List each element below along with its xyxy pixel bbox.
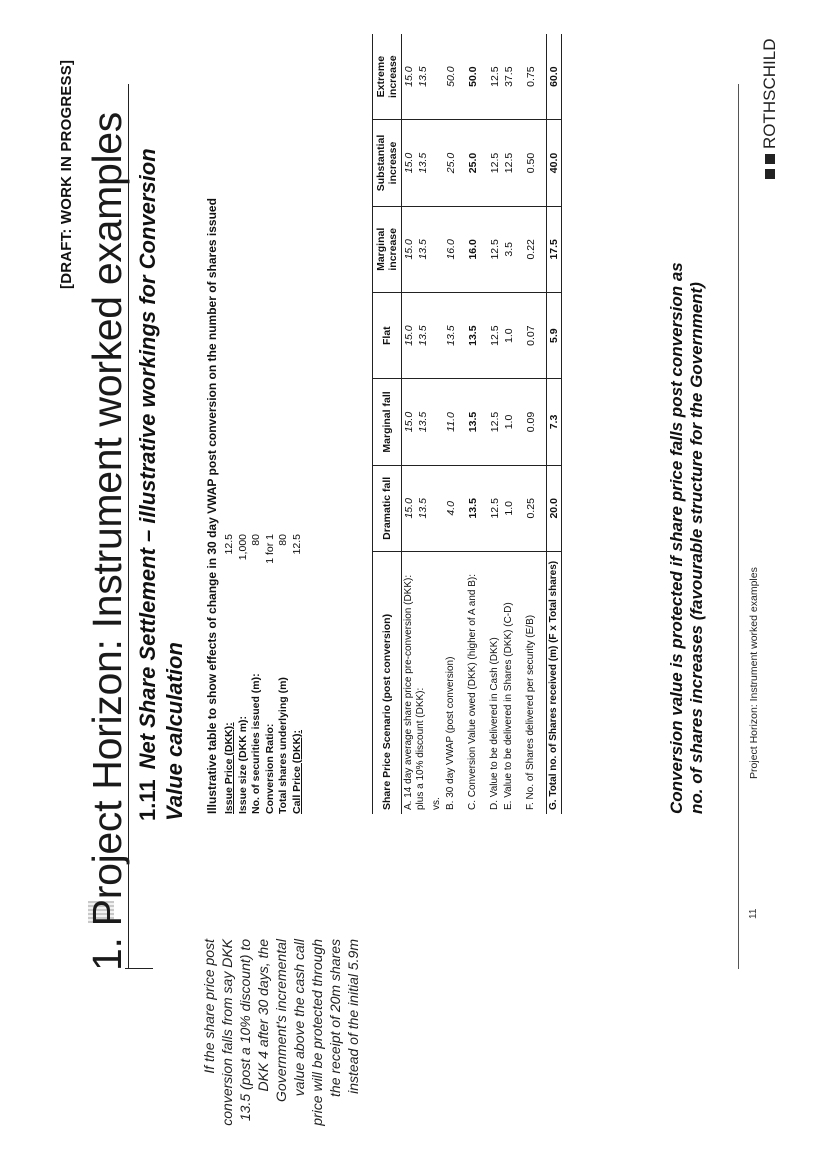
table-header-row — [373, 34, 402, 814]
column-header: Marginal fall — [373, 379, 402, 465]
table-cell: 0.50 — [524, 120, 538, 206]
table-cell: 50.0 — [466, 34, 480, 120]
param-label: Conversion Ratio: — [263, 723, 276, 814]
table-header-label: Share Price Scenario (post conversion) — [373, 551, 402, 814]
table-cell: 13.5 — [466, 379, 480, 465]
param-value: 1 for 1 — [263, 534, 276, 564]
param-value: 80 — [250, 534, 262, 546]
section-rule — [125, 968, 153, 969]
brand-mark-icon — [765, 154, 775, 164]
table-cell: 37.5 — [502, 34, 516, 120]
row-label: B. 30 day VWAP (post conversion) — [445, 656, 456, 810]
table-cell: 13.5 — [466, 292, 480, 378]
table-row-f — [524, 34, 538, 814]
table-cell: 13.5 — [416, 465, 430, 551]
row-label: A. 14 day average share price pre-conversion (DKK): plus a 10% discount (DKK): — [403, 574, 426, 810]
table-cell: 1.0 — [502, 292, 516, 378]
param-label: No. of securities issued (m): — [250, 673, 262, 814]
table-cell: 0.25 — [524, 465, 538, 551]
table-cell: 15.0 — [402, 379, 417, 465]
footer-text: Project Horizon: Instrument worked examples — [748, 567, 760, 779]
section-title-text: Net Share Settlement – illustrative workings for Conversion Value calculation — [135, 148, 187, 821]
param-row — [250, 534, 264, 814]
table-cell: 11.0 — [444, 379, 458, 465]
table-cell: 25.0 — [444, 120, 458, 206]
table-cell: 16.0 — [466, 206, 480, 292]
table-row-g — [547, 34, 562, 814]
table-cell: 15.0 — [402, 120, 417, 206]
conclusion-text: Conversion value is protected if share price falls post conversion as no. of shares increases (favourable structure for the Government) — [667, 262, 706, 814]
table-cell: 13.5 — [416, 379, 430, 465]
table-cell: 60.0 — [547, 34, 562, 120]
row-label: D. Value to be delivered in Cash (DKK) — [489, 637, 500, 810]
param-label: Issue Price (DKK): — [223, 722, 235, 814]
table-cell: 0.09 — [524, 379, 538, 465]
table-cell: 13.5 — [416, 292, 430, 378]
table-cell: 17.5 — [547, 206, 562, 292]
param-label: Call Price (DKK): — [290, 729, 303, 814]
table-cell: 13.5 — [416, 120, 430, 206]
table-cell: 40.0 — [547, 120, 562, 206]
param-value: 12.5 — [223, 534, 235, 555]
illustrative-heading: Illustrative table to show effects of change in 30 day VWAP post conversion on the number of shares issued — [205, 198, 219, 814]
table-row-a — [402, 34, 417, 814]
table-cell: 7.3 — [547, 379, 562, 465]
table-cell: 3.5 — [502, 206, 516, 292]
table-row-e — [502, 34, 516, 814]
table-row-c — [466, 34, 480, 814]
param-row — [237, 534, 251, 814]
param-value: 80 — [277, 534, 289, 546]
table-cell: 0.22 — [524, 206, 538, 292]
param-row — [223, 534, 237, 814]
side-note: If the share price post conversion falls from say DKK 13.5 (post a 10% discount) to DKK 4 after 30 days, the Government's incremental value above the cash call price will be protected through the receipt of 20m shares instead of the initial 5.9m — [201, 939, 361, 1126]
param-row — [264, 534, 278, 814]
table-cell: 5.9 — [547, 292, 562, 378]
row-label: C. Conversion Value owed (DKK) (higher of A and B): — [467, 573, 478, 810]
table-cell: 13.5 — [416, 206, 430, 292]
page-number: 11 — [748, 908, 759, 919]
page-title: 1. Project Horizon: Instrument worked examples — [84, 112, 130, 971]
brand-name: ROTHSCHILD — [760, 38, 779, 149]
column-header: Substantial increase — [373, 120, 402, 206]
table-cell: 16.0 — [444, 206, 458, 292]
table-cell: 15.0 — [402, 292, 417, 378]
table-cell: 1.0 — [502, 379, 516, 465]
table-row-d — [488, 34, 502, 814]
row-label: E. Value to be delivered in Shares (DKK) (C-D) — [503, 602, 514, 810]
param-label: Issue size (DKK m): — [236, 715, 249, 814]
table-cell: 15.0 — [402, 34, 417, 120]
table-cell: 13.5 — [444, 292, 458, 378]
param-row — [277, 534, 291, 814]
table-cell: 12.5 — [488, 34, 502, 120]
section-title — [134, 101, 188, 821]
param-label: Total shares underlying (m) — [277, 677, 289, 814]
row-label: vs. — [431, 797, 442, 810]
table-cell: 4.0 — [444, 465, 458, 551]
table-cell: 12.5 — [488, 120, 502, 206]
param-value: 1,000 — [236, 534, 249, 561]
column-header: Flat — [373, 292, 402, 378]
section-number: 1.11 — [135, 779, 160, 821]
footer-rule — [738, 84, 739, 969]
table-row-b — [444, 34, 458, 814]
table-cell: 13.5 — [416, 34, 430, 120]
column-header: Extreme increase — [373, 34, 402, 120]
table-cell: 50.0 — [444, 34, 458, 120]
table-cell: 0.07 — [524, 292, 538, 378]
table-cell: 1.0 — [502, 465, 516, 551]
brand-mark-icon — [765, 169, 775, 179]
parameter-list — [223, 534, 304, 814]
table-cell: 12.5 — [488, 379, 502, 465]
table-cell: 0.75 — [524, 34, 538, 120]
title-rule — [128, 84, 129, 969]
table-cell: 15.0 — [402, 465, 417, 551]
param-value: 12.5 — [290, 534, 303, 555]
table-cell: 12.5 — [488, 206, 502, 292]
column-header: Dramatic fall — [373, 465, 402, 551]
param-row — [291, 534, 305, 814]
table-cell: 15.0 — [402, 206, 417, 292]
scenario-table — [372, 34, 562, 814]
brand-logo — [760, 38, 780, 179]
table-cell: 13.5 — [466, 465, 480, 551]
row-label: F. No. of Shares delivered per security (E/B) — [525, 614, 536, 810]
draft-label: [DRAFT: WORK IN PROGRESS] — [58, 59, 75, 289]
table-cell: 20.0 — [547, 465, 562, 551]
table-cell: 12.5 — [502, 120, 516, 206]
column-header: Marginal increase — [373, 206, 402, 292]
table-cell: 12.5 — [488, 465, 502, 551]
table-row-vs — [430, 34, 444, 814]
table-cell: 25.0 — [466, 120, 480, 206]
table-cell: 12.5 — [488, 292, 502, 378]
row-label: G. Total no. of Shares received (m) (F x Total shares) — [547, 551, 562, 814]
